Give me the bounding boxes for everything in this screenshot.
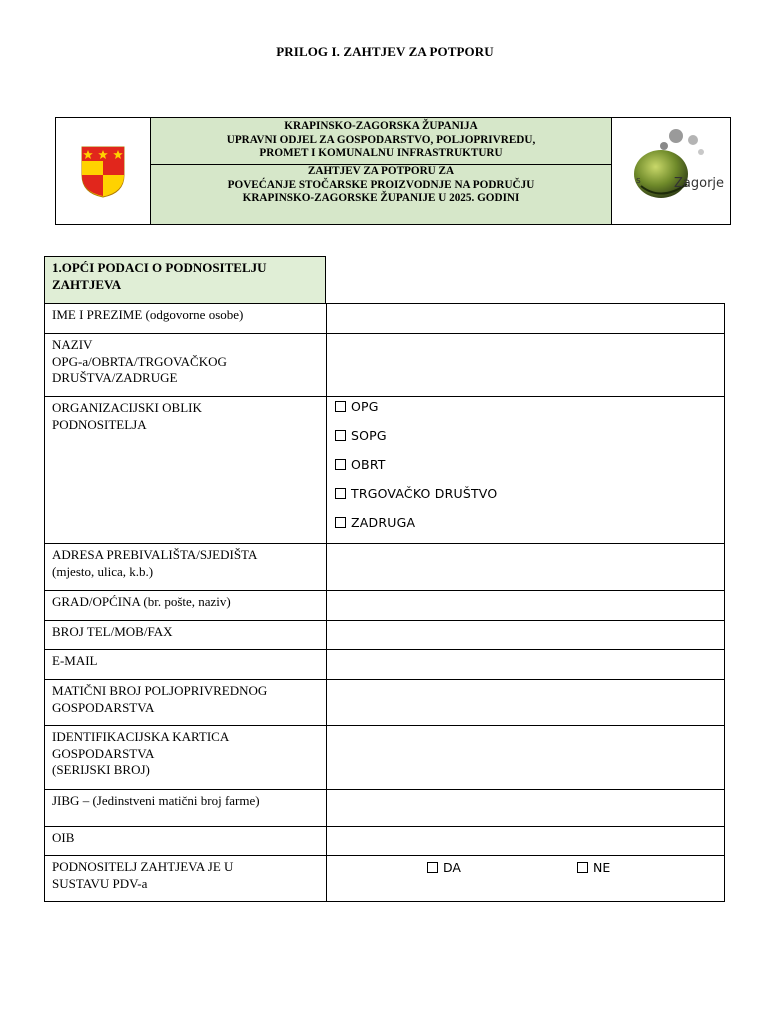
zagorje-logo-cell [611, 118, 730, 224]
zagorje-logo-icon [631, 124, 711, 204]
row-label [45, 621, 327, 649]
crest-cell [56, 118, 151, 224]
option-label: NE [593, 860, 611, 875]
row-label [45, 856, 327, 901]
business-name-field[interactable] [327, 334, 724, 396]
jibg-field[interactable] [327, 790, 724, 826]
id-card-field[interactable] [327, 726, 724, 789]
zagorje-logo-text: Zagorje [674, 176, 725, 191]
option-label: TRGOVAČKO DRUŠTVO [351, 486, 498, 501]
farm-id-field[interactable] [327, 680, 724, 725]
row-label [45, 650, 327, 679]
option-label: SOPG [351, 428, 387, 443]
row-label-line: DRUŠTVA/ZADRUGE [52, 370, 178, 385]
row-label [45, 544, 327, 590]
authority-line: UPRAVNI ODJEL ZA GOSPODARSTVO, POLJOPRIVREDU, [226, 133, 536, 146]
document-title: PRILOG I. ZAHTJEV ZA POTPORU [276, 44, 494, 59]
county-coat-of-arms-icon [80, 145, 126, 199]
row-label [45, 726, 327, 789]
option-label: OPG [351, 399, 379, 414]
row-label-line: PODNOSITELJ ZAHTJEVA JE U [52, 859, 234, 874]
checkbox-icon[interactable] [335, 430, 346, 441]
subject-line: KRAPINSKO-ZAGORSKE ŽUPANIJE U 2025. GODINI [242, 192, 520, 204]
row-label [45, 397, 327, 543]
row-label-line: BROJ TEL/MOB/FAX [52, 624, 173, 639]
authority-block [151, 118, 611, 165]
vat-option-ne[interactable] [577, 860, 610, 875]
row-label-line: JIBG – (Jedinstveni matični broj farme) [52, 793, 260, 808]
form-row-farm-id [44, 679, 725, 726]
row-label [45, 827, 327, 855]
authority-line: PROMET I KOMUNALNU INFRASTRUKTURU [259, 147, 503, 159]
section-title-line: 1.OPĆI PODACI O PODNOSITELJU [52, 260, 267, 275]
checkbox-icon[interactable] [335, 517, 346, 528]
org-option-trgovacko-drustvo[interactable] [335, 486, 497, 501]
org-option-obrt[interactable] [335, 457, 386, 472]
org-option-zadruga[interactable] [335, 515, 415, 530]
row-label [45, 591, 327, 620]
checkbox-icon[interactable] [577, 862, 588, 873]
form-row-city [44, 590, 725, 621]
row-label [45, 334, 327, 396]
row-label-line: NAZIV [52, 337, 93, 352]
form-row-phone [44, 620, 725, 650]
row-label-line: IME I PREZIME (odgovorne osobe) [52, 307, 244, 322]
section-title [44, 256, 326, 304]
checkbox-icon[interactable] [335, 401, 346, 412]
subject-line: POVEĆANJE STOČARSKE PROIZVODNJE NA PODRUČJU [227, 178, 535, 191]
form-row-oib [44, 826, 725, 856]
row-label-line: ADRESA PREBIVALIŠTA/SJEDIŠTA [52, 547, 258, 562]
address-field[interactable] [327, 544, 724, 590]
form-row-business-name [44, 333, 725, 397]
row-label-line: MATIČNI BROJ POLJOPRIVREDNOG [52, 683, 268, 698]
form-row-jibg [44, 789, 725, 827]
subject-line: ZAHTJEV ZA POTPORU ZA [307, 165, 455, 177]
row-label-line: OIB [52, 830, 75, 845]
row-label-line: IDENTIFIKACIJSKA KARTICA [52, 729, 230, 744]
header-table [55, 117, 731, 225]
row-label-line: SUSTAVU PDV-a [52, 875, 148, 891]
row-label-line: GOSPODARSTVA [52, 745, 155, 761]
vat-options [327, 856, 724, 901]
row-label-line: ORGANIZACIJSKI OBLIK [52, 400, 202, 415]
form-row-id-card [44, 725, 725, 790]
form-row-vat [44, 855, 725, 902]
row-label-line: E-MAIL [52, 653, 98, 668]
email-field[interactable] [327, 650, 724, 679]
org-option-opg[interactable] [335, 399, 379, 414]
oib-field[interactable] [327, 827, 724, 855]
row-label-line: GRAD/OPĆINA (br. pošte, naziv) [52, 594, 231, 609]
subject-block [151, 165, 611, 224]
row-label-line: (mjesto, ulica, k.b.) [52, 563, 154, 579]
row-label [45, 680, 327, 725]
phone-field[interactable] [327, 621, 724, 649]
row-label-line: (SERIJSKI BROJ) [52, 762, 150, 777]
section-title-line: ZAHTJEVA [52, 277, 122, 292]
zagorje-logo-small-text: s [636, 176, 641, 186]
org-option-sopg[interactable] [335, 428, 387, 443]
name-field[interactable] [327, 304, 724, 333]
option-label: OBRT [351, 457, 386, 472]
org-form-options [327, 397, 724, 543]
authority-line: KRAPINSKO-ZAGORSKA ŽUPANIJA [284, 120, 478, 132]
row-label-line: GOSPODARSTVA [52, 699, 155, 715]
checkbox-icon[interactable] [335, 459, 346, 470]
form-row-email [44, 649, 725, 680]
form-row-name [44, 303, 725, 334]
city-field[interactable] [327, 591, 724, 620]
checkbox-icon[interactable] [427, 862, 438, 873]
row-label [45, 790, 327, 826]
form-row-address [44, 543, 725, 591]
option-label: ZADRUGA [351, 515, 416, 530]
row-label-line: PODNOSITELJA [52, 416, 147, 432]
vat-option-da[interactable] [427, 860, 461, 875]
option-label: DA [443, 860, 461, 875]
row-label [45, 304, 327, 333]
form-row-org-form [44, 396, 725, 544]
row-label-line: OPG-a/OBRTA/TRGOVAČKOG [52, 353, 227, 369]
checkbox-icon[interactable] [335, 488, 346, 499]
header-title-band [151, 118, 611, 224]
